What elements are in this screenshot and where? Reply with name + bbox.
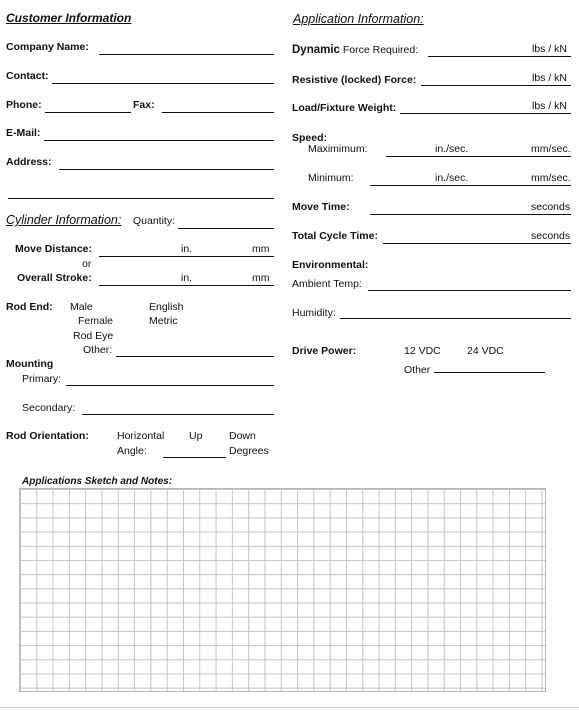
total-cycle-unit: seconds <box>531 230 571 242</box>
resistive-force-label: Resistive (locked) Force: <box>292 74 417 86</box>
fax-field[interactable] <box>162 112 274 113</box>
rod-end-label: Rod End: <box>6 301 53 313</box>
customer-info-heading: Customer Information <box>6 11 132 25</box>
mounting-secondary-label: Secondary: <box>22 402 76 414</box>
speed-label: Speed: <box>292 132 328 144</box>
speed-min-label: Minimum: <box>308 172 354 184</box>
mounting-secondary-field[interactable] <box>82 414 274 415</box>
load-weight-field[interactable] <box>400 113 571 114</box>
address-label: Address: <box>6 156 52 168</box>
humidity-label: Humidity: <box>292 307 336 319</box>
contact-label: Contact: <box>6 70 49 82</box>
dynamic-force-label-rest: Force Required: <box>339 44 419 56</box>
load-weight-unit: lbs / kN <box>532 100 568 112</box>
dynamic-force-field[interactable] <box>428 56 571 57</box>
rod-orientation-label: Rod Orientation: <box>6 430 89 442</box>
dynamic-force-unit: lbs / kN <box>532 43 568 55</box>
contact-field[interactable] <box>52 83 274 84</box>
move-distance-in-unit: in. <box>181 243 193 255</box>
orientation-up-option[interactable]: Up <box>189 430 203 442</box>
mounting-primary-label: Primary: <box>22 373 62 385</box>
overall-stroke-mm-unit: mm <box>252 272 270 284</box>
email-label: E-Mail: <box>6 127 41 139</box>
rod-end-rod-eye-option[interactable]: Rod Eye <box>73 330 114 342</box>
speed-max-field[interactable] <box>386 156 571 157</box>
move-distance-label: Move Distance: <box>15 243 93 255</box>
environmental-label: Environmental: <box>292 259 369 271</box>
sketch-grid[interactable] <box>19 488 546 692</box>
degrees-label: Degrees <box>229 445 269 457</box>
overall-stroke-field[interactable] <box>99 285 274 286</box>
ambient-temp-label: Ambient Temp: <box>292 278 362 290</box>
drive-24vdc-option[interactable]: 24 VDC <box>467 345 504 357</box>
company-name-label: Company Name: <box>6 41 89 53</box>
ambient-temp-field[interactable] <box>368 290 571 291</box>
move-time-unit: seconds <box>531 201 571 213</box>
load-weight-label: Load/Fixture Weight: <box>292 102 397 114</box>
drive-12vdc-option[interactable]: 12 VDC <box>404 345 441 357</box>
drive-other-label: Other <box>404 364 431 376</box>
speed-max-unit-in: in./sec. <box>435 143 469 155</box>
move-time-label: Move Time: <box>292 201 350 213</box>
address-field-line2[interactable] <box>8 198 274 199</box>
quantity-field[interactable] <box>178 228 274 229</box>
speed-max-unit-mm: mm/sec. <box>531 143 571 155</box>
mounting-label: Mounting <box>6 358 54 370</box>
quantity-label: Quantity: <box>133 215 176 227</box>
cylinder-info-heading: Cylinder Information: <box>6 213 122 227</box>
rod-end-female-option[interactable]: Female <box>78 315 114 327</box>
angle-label: Angle: <box>117 445 147 457</box>
rod-end-male-option[interactable]: Male <box>70 301 93 313</box>
move-distance-field[interactable] <box>99 256 274 257</box>
move-time-field[interactable] <box>370 214 571 215</box>
or-label: or <box>82 258 92 270</box>
unit-metric-option[interactable]: Metric <box>149 315 178 327</box>
resistive-force-unit: lbs / kN <box>532 72 568 84</box>
dynamic-force-label-bold: Dynamic <box>292 44 340 56</box>
speed-min-field[interactable] <box>370 185 571 186</box>
rod-end-other-field[interactable] <box>116 356 274 357</box>
application-info-heading: Application Information: <box>293 12 424 26</box>
resistive-force-field[interactable] <box>421 85 571 86</box>
sketch-heading: Applications Sketch and Notes: <box>22 476 173 487</box>
overall-stroke-in-unit: in. <box>181 272 193 284</box>
speed-max-label: Maximimum: <box>308 143 368 155</box>
orientation-down-option[interactable]: Down <box>229 430 256 442</box>
drive-other-field[interactable] <box>434 372 545 373</box>
humidity-field[interactable] <box>340 318 571 319</box>
fax-label: Fax: <box>133 99 155 111</box>
phone-label: Phone: <box>6 99 42 111</box>
rod-end-other-label: Other: <box>83 344 113 356</box>
speed-min-unit-in: in./sec. <box>435 172 469 184</box>
move-distance-mm-unit: mm <box>252 243 270 255</box>
overall-stroke-label: Overall Stroke: <box>17 272 92 284</box>
orientation-horizontal-option[interactable]: Horizontal <box>117 430 165 442</box>
unit-english-option[interactable]: English <box>149 301 184 313</box>
total-cycle-label: Total Cycle Time: <box>292 230 378 242</box>
email-field[interactable] <box>44 140 274 141</box>
page-bottom-divider <box>0 707 579 708</box>
company-name-field[interactable] <box>99 54 274 55</box>
address-field-line1[interactable] <box>59 169 274 170</box>
phone-field[interactable] <box>45 112 131 113</box>
drive-power-label: Drive Power: <box>292 345 357 357</box>
dynamic-force-label <box>292 45 418 57</box>
mounting-primary-field[interactable] <box>66 385 274 386</box>
speed-min-unit-mm: mm/sec. <box>531 172 571 184</box>
angle-field[interactable] <box>163 457 226 458</box>
total-cycle-field[interactable] <box>383 243 571 244</box>
